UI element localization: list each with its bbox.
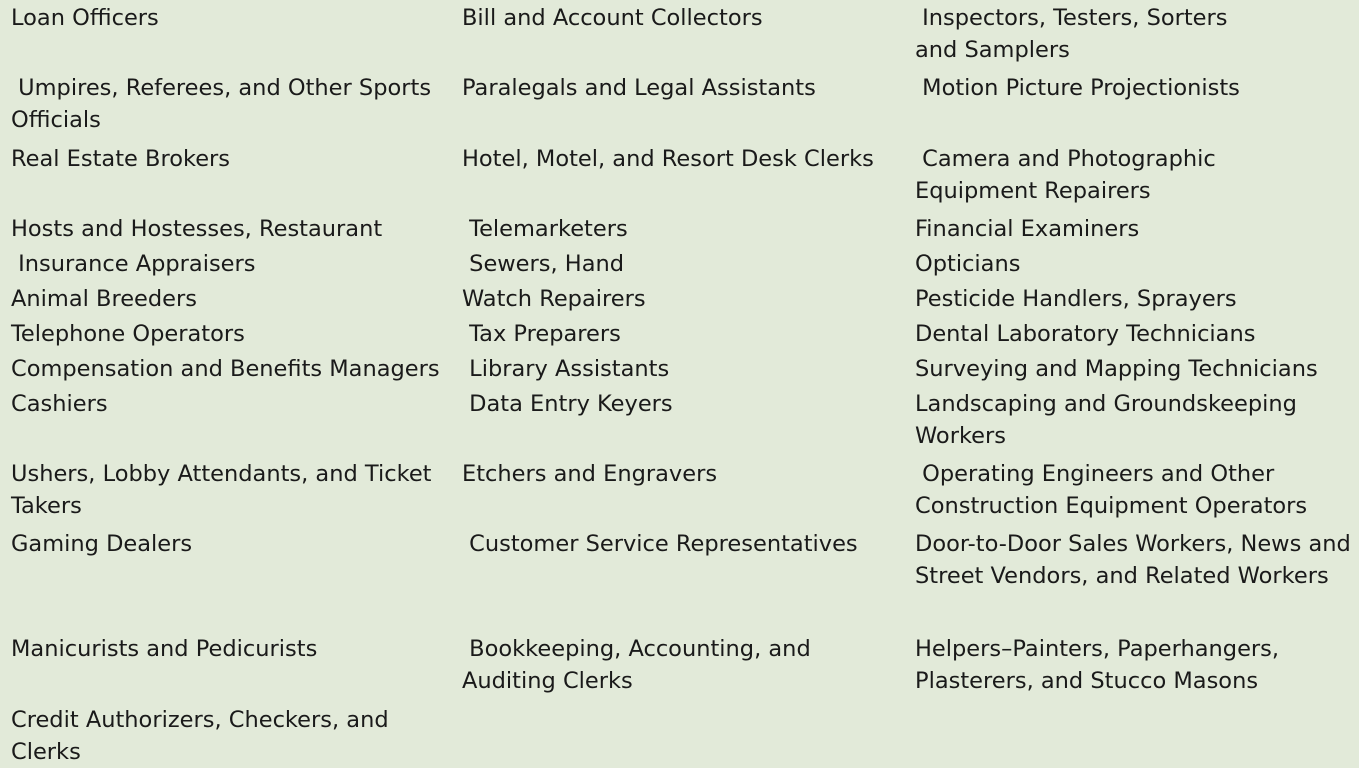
occupation-cell: Inspectors, Testers, Sorters and Samplers (915, 5, 1235, 63)
occupation-cell: Animal Breeders (11, 286, 197, 312)
occupation-cell: Loan Officers (11, 5, 159, 31)
occupation-cell: Manicurists and Pedicurists (11, 636, 318, 662)
occupation-cell: Hotel, Motel, and Resort Desk Clerks (462, 146, 874, 172)
occupation-cell: Telephone Operators (11, 321, 245, 347)
occupation-cell: Telemarketers (462, 216, 628, 242)
occupation-cell: Sewers, Hand (462, 251, 625, 277)
occupation-cell: Cashiers (11, 391, 108, 417)
occupation-cell: Helpers–Painters, Paperhangers, Plasterers, and Stucco Masons (915, 636, 1287, 694)
occupation-cell: Motion Picture Projectionists (915, 75, 1240, 101)
occupation-cell: Credit Authorizers, Checkers, and Clerks (11, 707, 396, 765)
occupation-cell: Watch Repairers (462, 286, 646, 312)
occupation-cell: Financial Examiners (915, 216, 1140, 242)
occupation-cell: Operating Engineers and Other Construction Equipment Operators (915, 461, 1308, 519)
occupation-cell: Landscaping and Groundskeeping Workers (915, 391, 1305, 449)
occupation-cell: Insurance Appraisers (11, 251, 256, 277)
occupation-cell: Bill and Account Collectors (462, 5, 763, 31)
occupation-cell: Dental Laboratory Technicians (915, 321, 1256, 347)
occupation-cell: Opticians (915, 251, 1021, 277)
occupation-cell: Data Entry Keyers (462, 391, 673, 417)
occupation-cell: Compensation and Benefits Managers (11, 356, 440, 382)
occupation-cell: Surveying and Mapping Technicians (915, 356, 1318, 382)
occupation-cell: Hosts and Hostesses, Restaurant (11, 216, 383, 242)
occupation-cell: Paralegals and Legal Assistants (462, 75, 816, 101)
occupation-cell: Camera and Photographic Equipment Repairers (915, 146, 1223, 204)
occupation-cell: Bookkeeping, Accounting, and Auditing Clerks (462, 636, 818, 694)
occupation-cell: Gaming Dealers (11, 531, 193, 557)
occupation-cell: Customer Service Representatives (462, 531, 858, 557)
occupation-cell: Real Estate Brokers (11, 146, 231, 172)
occupation-cell: Pesticide Handlers, Sprayers (915, 286, 1237, 312)
occupation-cell: Library Assistants (462, 356, 670, 382)
occupation-cell: Umpires, Referees, and Other Sports Officials (11, 75, 439, 133)
occupation-cell: Etchers and Engravers (462, 461, 718, 487)
occupation-cell: Door-to-Door Sales Workers, News and Street Vendors, and Related Workers (915, 531, 1358, 589)
occupation-cell: Ushers, Lobby Attendants, and Ticket Takers (11, 461, 439, 519)
occupation-cell: Tax Preparers (462, 321, 621, 347)
